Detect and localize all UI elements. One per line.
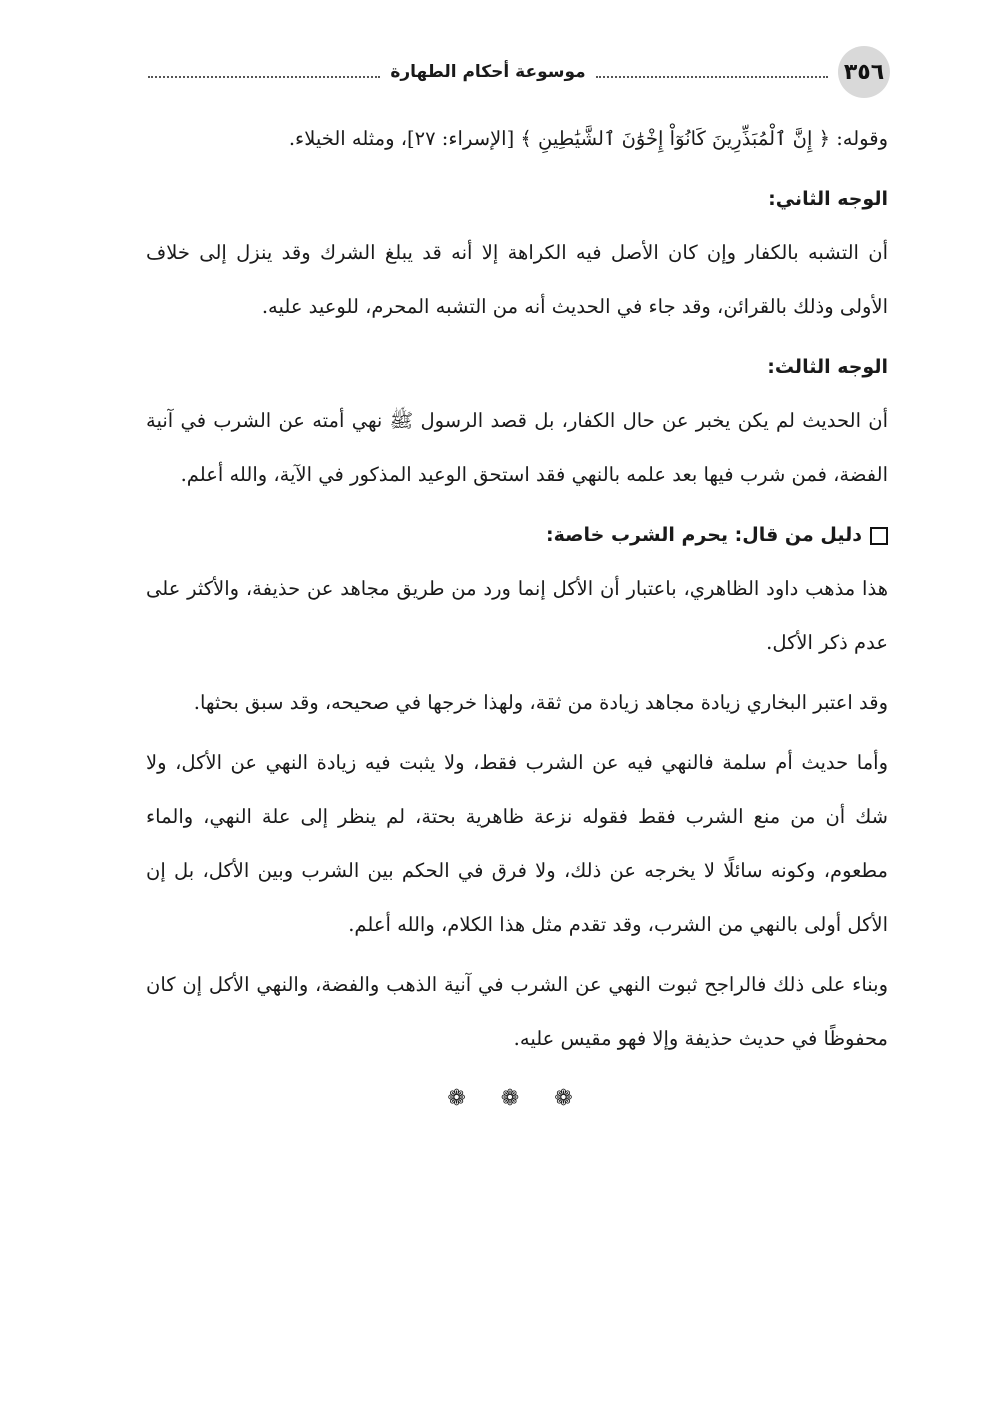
section-end-ornament: ❁ ❁ ❁ — [447, 1086, 587, 1111]
page-header — [148, 46, 890, 98]
running-header — [148, 46, 828, 98]
header-dots-left — [148, 76, 380, 78]
paragraph: أن الحديث لم يكن يخبر عن حال الكفار، بل قصد الرسول ﷺ نهي أمته عن الشرب في آنية الفضة، فمن شرب فيها بعد علمه بالنهي فقد استحق الوعيد المذكور في الآية، والله أعلم. — [146, 409, 888, 486]
page-body — [146, 112, 888, 1126]
book-title: موسوعة أحكام الطهارة — [390, 62, 586, 82]
checkbox-section-heading — [146, 508, 888, 562]
paragraph: وقوله: ﴿ إِنَّ ٱلْمُبَذِّرِينَ كَانُوٓاْ إِخْوَٰنَ ٱلشَّيَٰطِينِ ﴾ [الإسراء: ٢٧]، ومثله الخيلاء. — [288, 127, 888, 150]
checkbox-heading-text: دليل من قال: يحرم الشرب خاصة: — [546, 524, 862, 546]
page-number: ٣٥٦ — [838, 46, 890, 98]
paragraph: هذا مذهب داود الظاهري، باعتبار أن الأكل إنما ورد من طريق مجاهد عن حذيفة، والأكثر على عدم ذكر الأكل. — [146, 577, 888, 654]
section-heading: الوجه الثالث: — [767, 356, 888, 378]
section-heading: الوجه الثاني: — [768, 188, 888, 210]
paragraph: وبناء على ذلك فالراجح ثبوت النهي عن الشرب في آنية الذهب والفضة، والنهي الأكل إن كان محفوظًا في حديث حذيفة وإلا فهو مقيس عليه. — [146, 973, 888, 1050]
paragraph: أن التشبه بالكفار وإن كان الأصل فيه الكراهة إلا أنه قد يبلغ الشرك وقد ينزل إلى خلاف الأولى وذلك بالقرائن، وقد جاء في الحديث أنه من التشبه المحرم، للوعيد عليه. — [146, 241, 888, 318]
header-dots-right — [596, 76, 828, 78]
paragraph: وقد اعتبر البخاري زيادة مجاهد زيادة من ثقة، ولهذا خرجها في صحيحه، وقد سبق بحثها. — [193, 691, 888, 714]
paragraph: وأما حديث أم سلمة فالنهي فيه عن الشرب فقط، ولا يثبت فيه زيادة النهي عن الأكل، ولا شك أن من منع الشرب فقط فقوله نزعة ظاهرية بحتة، لم ينظر إلى علة النهي، والماء مطعوم، وكونه سائلًا لا يخرجه عن ذلك، ولا فرق في الحكم بين الشرب وبين الأكل، بل إن الأكل أولى بالنهي من الشرب، وقد تقدم مثل هذا الكلام، والله أعلم. — [146, 751, 888, 936]
checkbox-square-icon — [870, 527, 888, 545]
